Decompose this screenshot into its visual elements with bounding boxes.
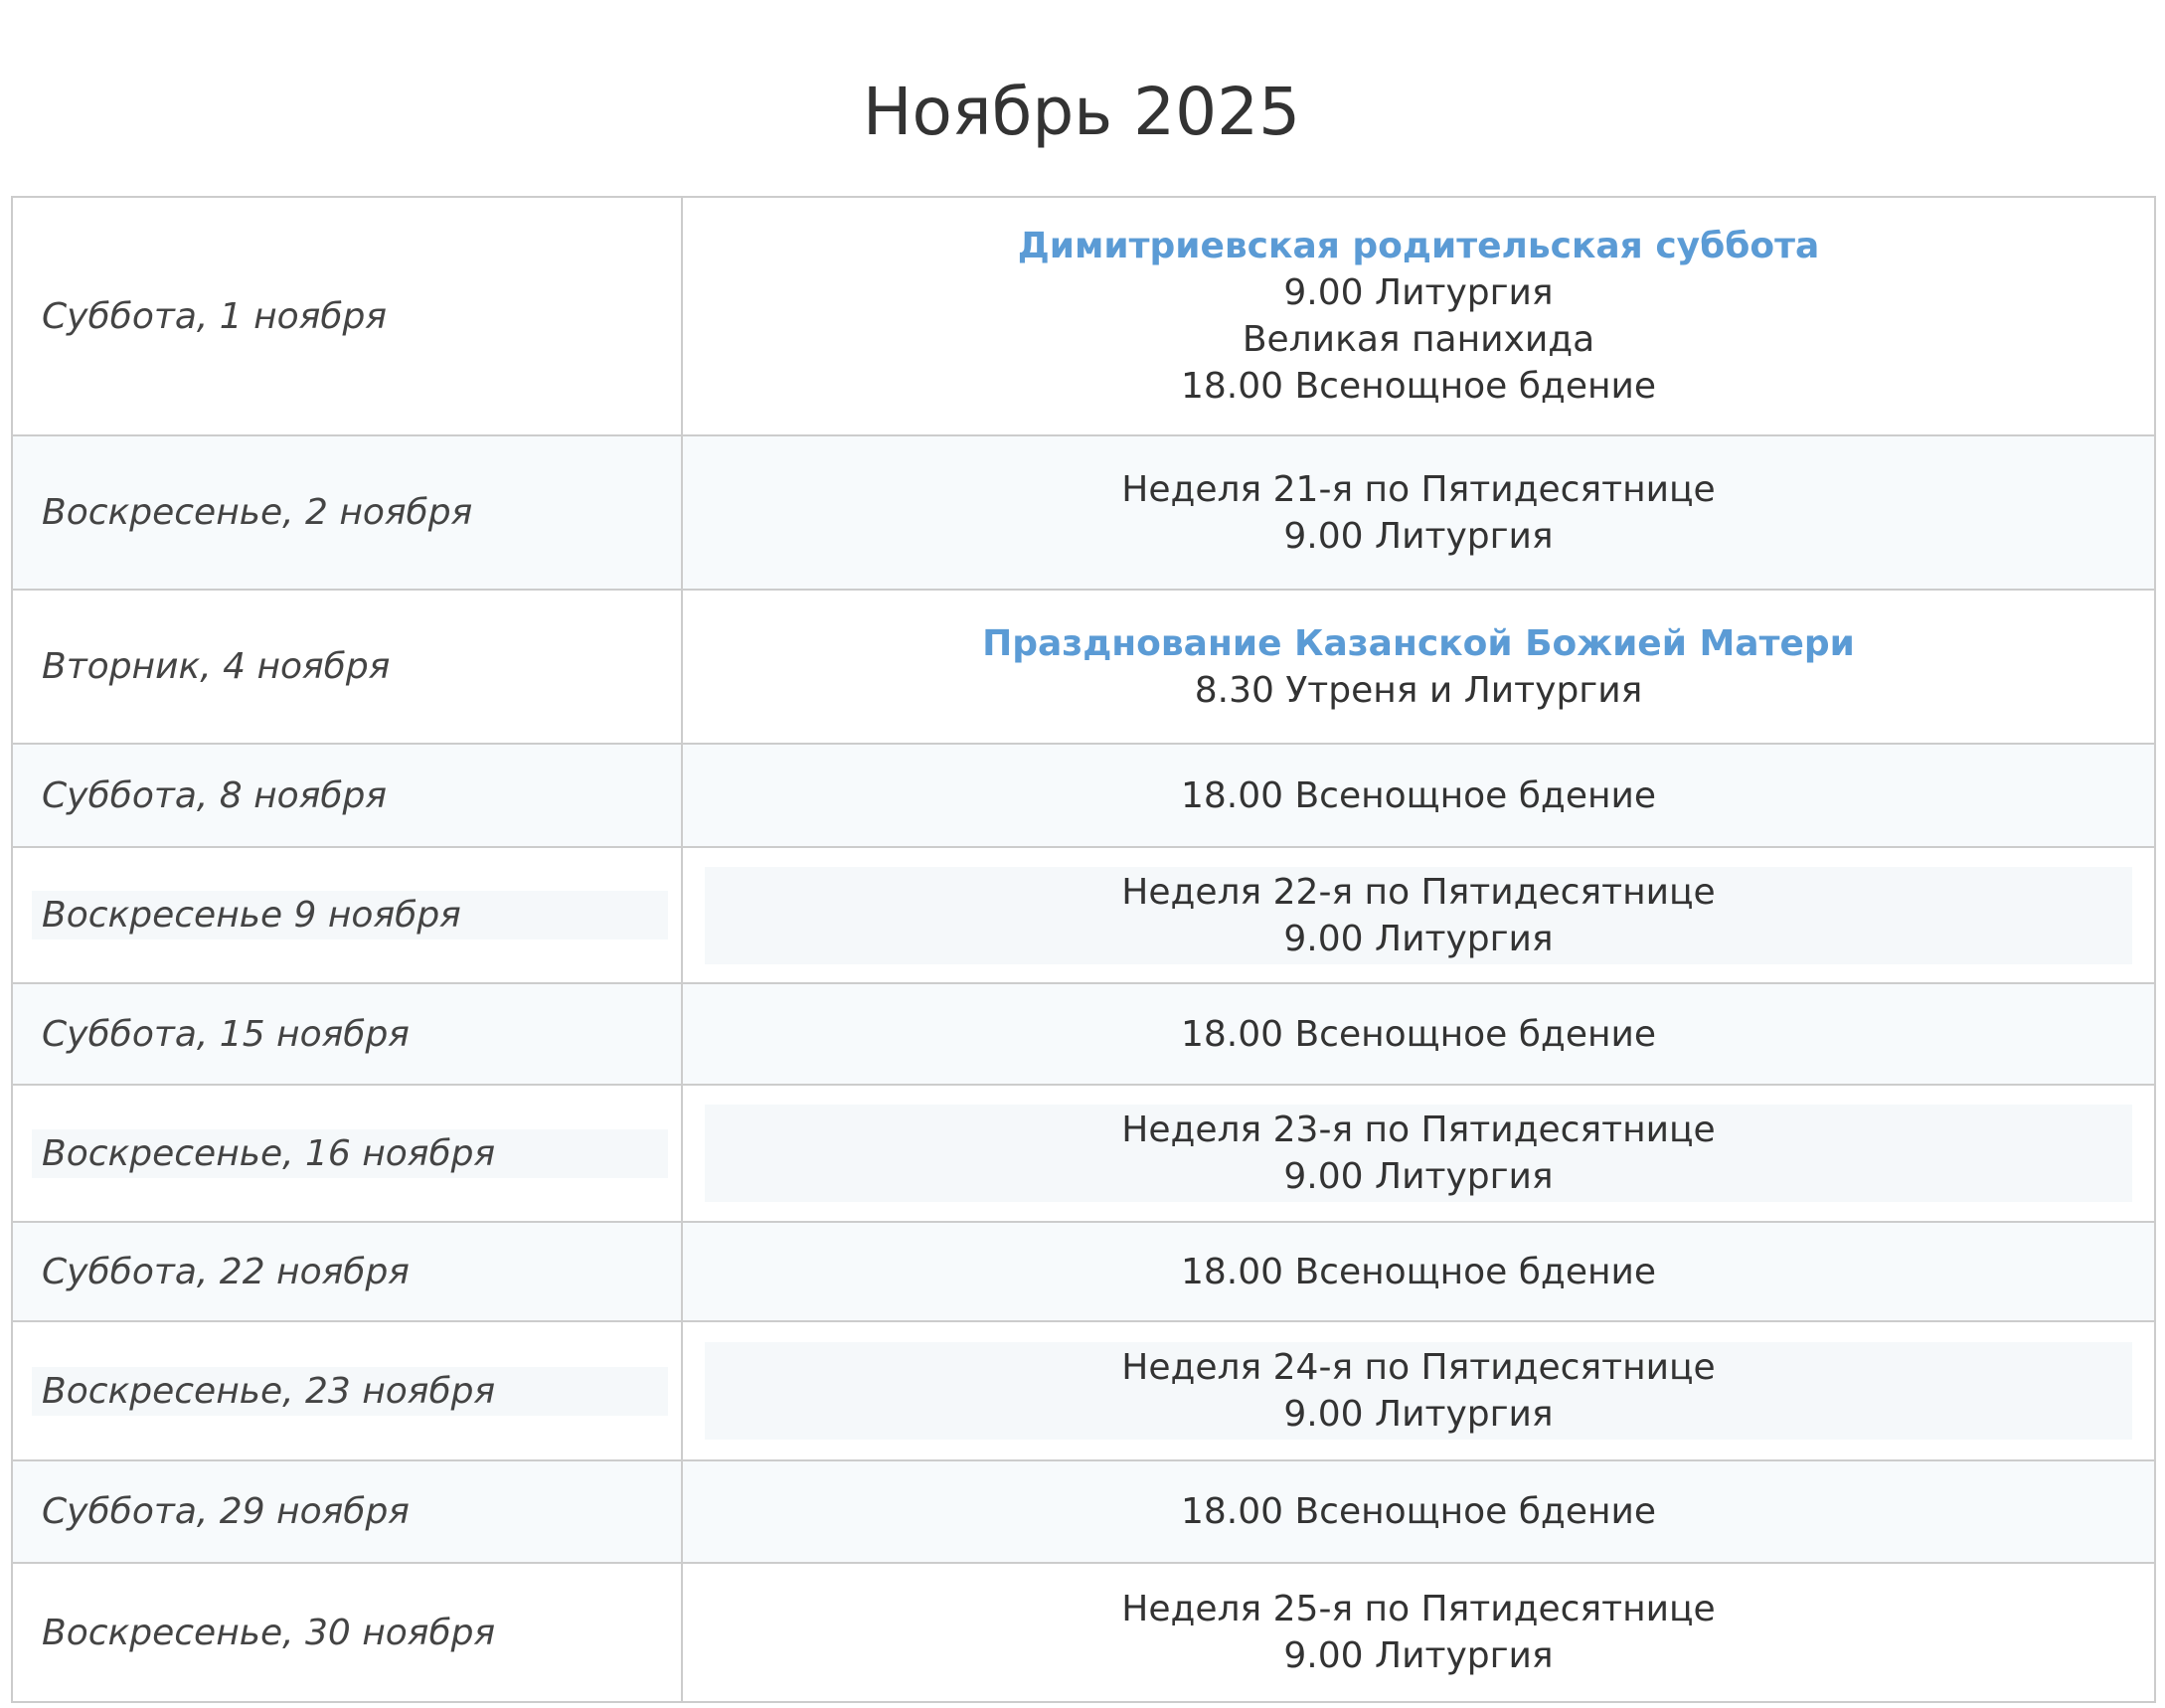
date-label: Воскресенье, 2 ноября: [42, 492, 473, 533]
service-cell: [682, 744, 2155, 847]
feast-title: Празднование Казанской Божией Матери: [982, 622, 1855, 664]
service-line: Неделя 24-я по Пятидесятнице: [1121, 1347, 1716, 1388]
service-line: 18.00 Всенощное бдение: [1180, 1013, 1657, 1055]
service-line: Неделя 22-я по Пятидесятнице: [1121, 871, 1716, 913]
service-lines: [703, 1488, 2134, 1535]
service-line: Неделя 23-я по Пятидесятнице: [1121, 1110, 1716, 1150]
date-cell: [12, 1460, 682, 1563]
service-line: 9.00 Литургия: [1283, 272, 1554, 313]
service-lines: [703, 1011, 2134, 1058]
date-label: Суббота, 15 ноября: [42, 1013, 410, 1055]
service-lines: [705, 1342, 2132, 1440]
service-lines: [705, 867, 2132, 964]
service-lines: [703, 1586, 2134, 1679]
date-label: Воскресенье, 23 ноября: [32, 1367, 668, 1416]
service-line: 9.00 Литургия: [1283, 918, 1554, 959]
service-cell: [682, 983, 2155, 1085]
service-lines: [703, 466, 2134, 560]
service-lines: [703, 223, 2134, 410]
date-cell: [12, 744, 682, 847]
service-cell: [682, 1460, 2155, 1563]
date-cell: [12, 1321, 682, 1460]
service-cell: [682, 1222, 2155, 1321]
table-row: [12, 1321, 2155, 1460]
date-label: Суббота, 22 ноября: [42, 1251, 410, 1292]
service-line: 18.00 Всенощное бдение: [1180, 1491, 1657, 1532]
service-line: 8.30 Утреня и Литургия: [1194, 669, 1643, 711]
date-label: Суббота, 8 ноября: [42, 774, 388, 816]
table-row: [12, 983, 2155, 1085]
date-label: Воскресенье, 16 ноября: [32, 1129, 668, 1178]
service-line: 9.00 Литургия: [1283, 1394, 1554, 1435]
table-row: [12, 1085, 2155, 1222]
service-line: 18.00 Всенощное бдение: [1180, 366, 1657, 407]
service-line: Неделя 25-я по Пятидесятнице: [1121, 1589, 1716, 1629]
date-label: Суббота, 29 ноября: [42, 1491, 410, 1532]
table-row: [12, 1563, 2155, 1702]
schedule-table: [11, 196, 2156, 1703]
service-line: 18.00 Всенощное бдение: [1180, 1251, 1657, 1292]
date-cell: [12, 435, 682, 590]
date-label: Суббота, 1 ноября: [42, 295, 388, 337]
service-line: Неделя 21-я по Пятидесятнице: [1121, 468, 1716, 510]
schedule-table-body: [12, 197, 2155, 1702]
table-row: [12, 1222, 2155, 1321]
table-row: [12, 197, 2155, 435]
service-cell: [682, 1563, 2155, 1702]
service-lines: [705, 1105, 2132, 1202]
table-row: [12, 744, 2155, 847]
service-cell: [682, 847, 2155, 983]
service-lines: [703, 1249, 2134, 1295]
date-cell: [12, 847, 682, 983]
service-cell: [682, 435, 2155, 590]
date-cell: [12, 983, 682, 1085]
table-row: [12, 590, 2155, 744]
feast-title: Димитриевская родительская суббота: [1017, 226, 1820, 266]
table-row: [12, 435, 2155, 590]
service-cell: [682, 1085, 2155, 1222]
service-cell: [682, 590, 2155, 744]
date-cell: [12, 197, 682, 435]
date-cell: [12, 590, 682, 744]
service-cell: [682, 1321, 2155, 1460]
service-line: Великая панихида: [1242, 319, 1595, 360]
date-label: Воскресенье 9 ноября: [32, 891, 668, 939]
service-lines: [703, 620, 2134, 714]
date-label: Воскресенье, 30 ноября: [42, 1612, 496, 1653]
table-row: [12, 847, 2155, 983]
table-row: [12, 1460, 2155, 1563]
service-line: 9.00 Литургия: [1283, 515, 1554, 557]
date-cell: [12, 1563, 682, 1702]
service-line: 9.00 Литургия: [1283, 1156, 1554, 1197]
service-line: 9.00 Литургия: [1283, 1635, 1554, 1676]
page-title: Ноябрь 2025: [862, 74, 1301, 150]
date-label: Вторник, 4 ноября: [42, 646, 391, 687]
service-lines: [703, 772, 2134, 819]
date-cell: [12, 1085, 682, 1222]
date-cell: [12, 1222, 682, 1321]
service-line: 18.00 Всенощное бдение: [1180, 774, 1657, 816]
service-cell: [682, 197, 2155, 435]
